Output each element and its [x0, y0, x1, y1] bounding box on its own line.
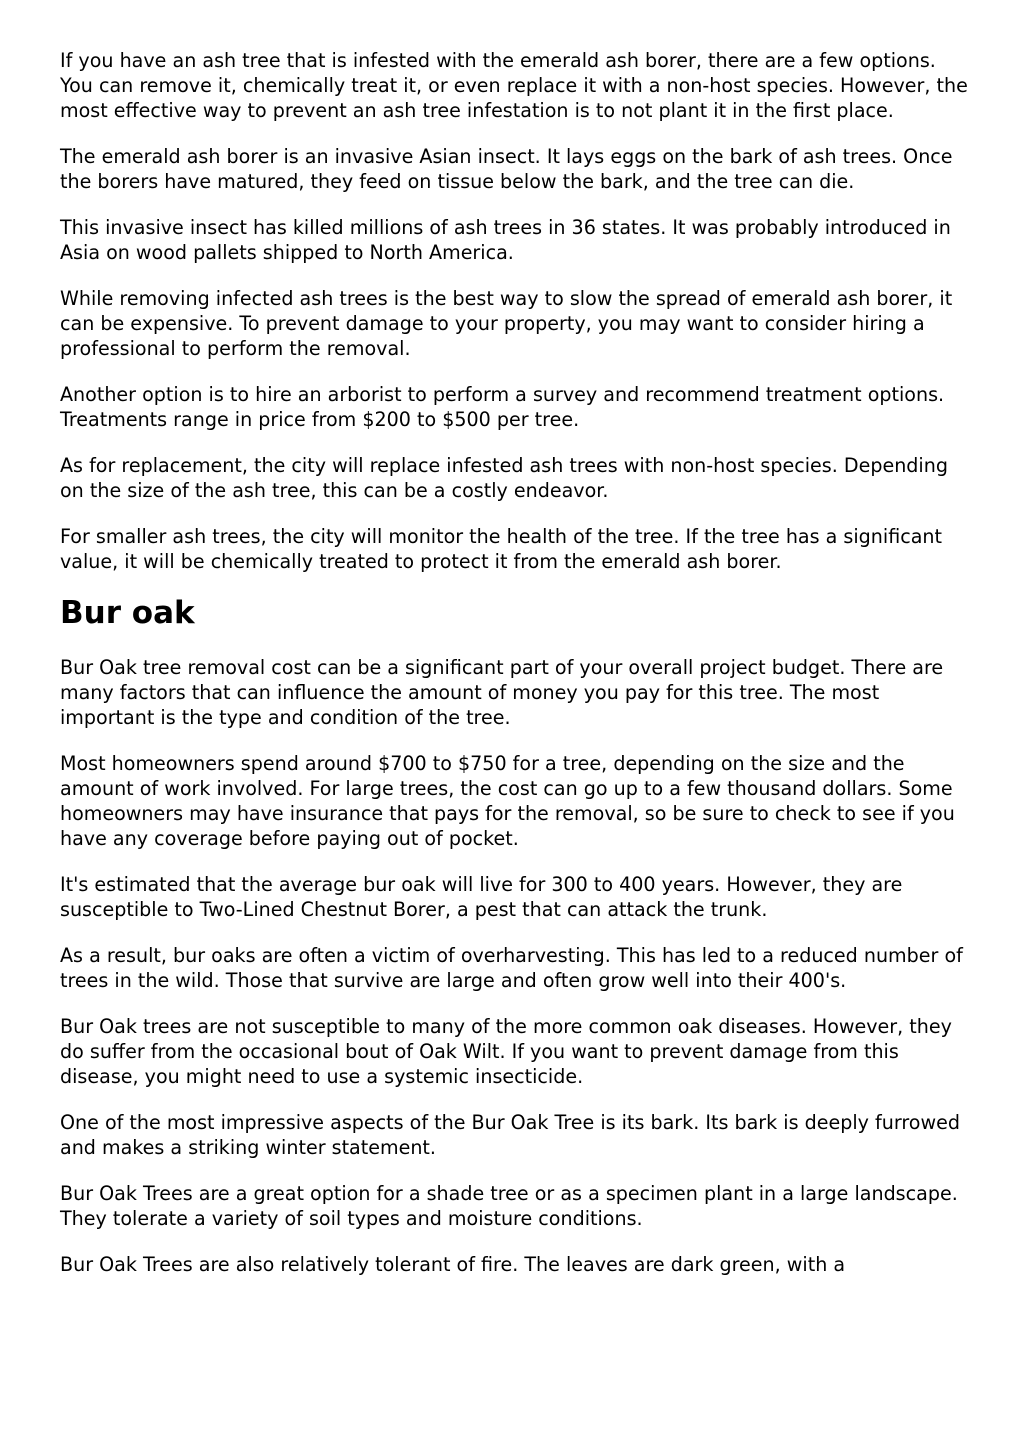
paragraph: The emerald ash borer is an invasive Asian insect. It lays eggs on the bark of ash trees. Once the borers have matured, they feed on tissue below the bark, and the tree can die. [60, 145, 953, 193]
paragraph: One of the most impressive aspects of the Bur Oak Tree is its bark. Its bark is deeply furrowed and makes a striking winter statement. [60, 1111, 960, 1159]
section-heading: Bur oak [60, 595, 195, 631]
paragraph: This invasive insect has killed millions of ash trees in 36 states. It was probably introduced in Asia on wood pallets shipped to North America. [60, 216, 951, 264]
document-page [60, 48, 970, 1298]
paragraph: While removing infected ash trees is the best way to slow the spread of emerald ash borer, it can be expensive. To prevent damage to your property, you may want to consider hiring a professional to perform the removal. [60, 287, 953, 360]
paragraph: Bur Oak trees are not susceptible to many of the more common oak diseases. However, they do suffer from the occasional bout of Oak Wilt. If you want to prevent damage from this disease, you might need to use a systemic insecticide. [60, 1015, 952, 1088]
paragraph: Bur Oak Trees are also relatively tolerant of fire. The leaves are dark green, with a [60, 1253, 846, 1276]
paragraph: If you have an ash tree that is infested with the emerald ash borer, there are a few options. You can remove it, chemically treat it, or even replace it with a non-host species. However, the most effective way to prevent an ash tree infestation is to not plant it in the first place. [60, 49, 968, 122]
paragraph: It's estimated that the average bur oak will live for 300 to 400 years. However, they are susceptible to Two-Lined Chestnut Borer, a pest that can attack the trunk. [60, 873, 903, 921]
paragraph: Bur Oak Trees are a great option for a shade tree or as a specimen plant in a large landscape. They tolerate a variety of soil types and moisture conditions. [60, 1182, 958, 1230]
paragraph: For smaller ash trees, the city will monitor the health of the tree. If the tree has a significant value, it will be chemically treated to protect it from the emerald ash borer. [60, 525, 943, 573]
paragraph: Another option is to hire an arborist to perform a survey and recommend treatment options. Treatments range in price from $200 to $500 per tree. [60, 383, 945, 431]
paragraph: Bur Oak tree removal cost can be a significant part of your overall project budget. There are many factors that can influence the amount of money you pay for this tree. The most important is the type and condition of the tree. [60, 656, 944, 729]
paragraph: As for replacement, the city will replace infested ash trees with non-host species. Depending on the size of the ash tree, this can be a costly endeavor. [60, 454, 948, 502]
paragraph: As a result, bur oaks are often a victim of overharvesting. This has led to a reduced number of trees in the wild. Those that survive are large and often grow well into their 400's. [60, 944, 963, 992]
paragraph: Most homeowners spend around $700 to $750 for a tree, depending on the size and the amount of work involved. For large trees, the cost can go up to a few thousand dollars. Some homeowners may have insurance that pays for the removal, so be sure to check to see if you have any coverage before paying out of pocket. [60, 752, 955, 850]
